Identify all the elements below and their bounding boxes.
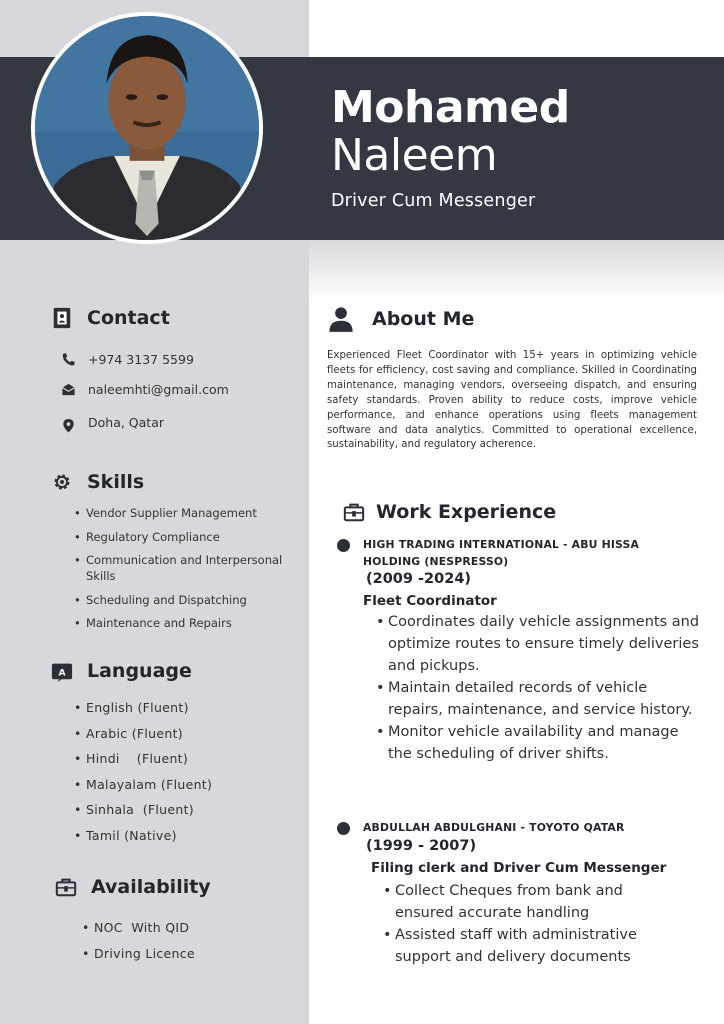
job-role: Fleet Coordinator [363, 593, 497, 609]
skills-title: Skills [87, 471, 145, 493]
contact-heading [50, 306, 170, 330]
list-item: • Vendor Supplier Management [74, 505, 302, 521]
work-title: Work Experience [376, 501, 557, 523]
list-item: • Hindi (Fluent) [74, 750, 212, 767]
phone-text: +974 3137 5599 [88, 351, 194, 367]
list-item: • Scheduling and Dispatching [74, 592, 302, 608]
header-fade [309, 240, 724, 300]
job-years: (2009 -2024) [366, 571, 472, 587]
gear-icon [50, 470, 74, 494]
skills-heading [50, 470, 144, 494]
list-item: • Malayalam (Fluent) [74, 776, 212, 793]
language-title: Language [87, 660, 192, 682]
list-item: • Arabic (Fluent) [74, 725, 212, 742]
about-heading [327, 305, 474, 333]
job-company: ABDULLAH ABDULGHANI - TOYOTO QATAR [363, 821, 625, 834]
job-company: HIGH TRADING INTERNATIONAL - ABU HISSA HOLDING (NESPRESSO) [363, 538, 640, 568]
job-years: (1999 - 2007) [366, 838, 477, 854]
person-icon [327, 305, 355, 333]
timeline-dot [337, 822, 350, 835]
location-pin-icon [60, 417, 76, 433]
contact-email [60, 381, 229, 397]
list-item: • Assisted staff with administrative support and delivery documents [383, 924, 683, 968]
contact-phone [60, 351, 194, 367]
list-item: • Regulatory Compliance [74, 529, 302, 545]
list-item: • Maintenance and Repairs [74, 615, 302, 631]
language-list [74, 699, 212, 852]
list-item: • Driving Licence [82, 945, 195, 962]
job-title: Driver Cum Messenger [331, 191, 536, 211]
phone-icon [60, 351, 76, 367]
list-item: • English (Fluent) [74, 699, 212, 716]
availability-heading [54, 875, 211, 899]
contact-card-icon [50, 306, 74, 330]
contact-location [60, 415, 164, 433]
candidate-name [331, 84, 570, 180]
list-item: • Coordinates daily vehicle assignments and optimize routes to ensure timely deliveries and pickups. [376, 611, 706, 677]
last-name: Naleem [331, 130, 498, 181]
profile-photo [31, 12, 263, 244]
briefcase-icon [54, 875, 78, 899]
job-duties [383, 880, 683, 968]
location-text: Doha, Qatar [88, 415, 165, 430]
list-item: • Sinhala (Fluent) [74, 801, 212, 818]
list-item: • Collect Cheques from bank and ensured accurate handling [383, 880, 683, 924]
about-title: About Me [372, 308, 475, 330]
list-item: • Communication and Interpersonal Skills [74, 552, 302, 584]
availability-title: Availability [91, 876, 211, 898]
job-duties [376, 611, 706, 765]
email-text: naleemhti@gmail.com [88, 381, 229, 397]
timeline-dot [337, 539, 350, 552]
list-item: • NOC With QID [82, 919, 195, 936]
about-text: Experienced Fleet Coordinator with 15+ years in optimizing vehicle fleets for efficiency, cost saving and compliance. Skilled in Coordinating maintenance, managing vendors, overseeing dispatch, and ensuring safety standards. Proven ability to reduce costs, improve vehicle performance, and enhance operations using fleets management software and data analytics. Committed to operational excellence, sustainability, and regulatory acherence. [327, 350, 697, 451]
briefcase-icon [342, 500, 366, 524]
work-heading [342, 500, 556, 524]
list-item: • Maintain detailed records of vehicle repairs, maintenance, and service history. [376, 677, 706, 721]
svg-text:A: A [58, 667, 66, 679]
language-heading [50, 659, 192, 683]
language-icon [50, 659, 74, 683]
contact-title: Contact [87, 307, 170, 329]
email-icon [60, 381, 76, 397]
availability-list [82, 919, 195, 970]
job-role: Filing clerk and Driver Cum Messenger [371, 860, 667, 876]
skills-list [74, 505, 302, 639]
list-item: • Monitor vehicle availability and manage the scheduling of driver shifts. [376, 721, 706, 765]
first-name: Mohamed [331, 82, 570, 133]
list-item: • Tamil (Native) [74, 827, 212, 844]
